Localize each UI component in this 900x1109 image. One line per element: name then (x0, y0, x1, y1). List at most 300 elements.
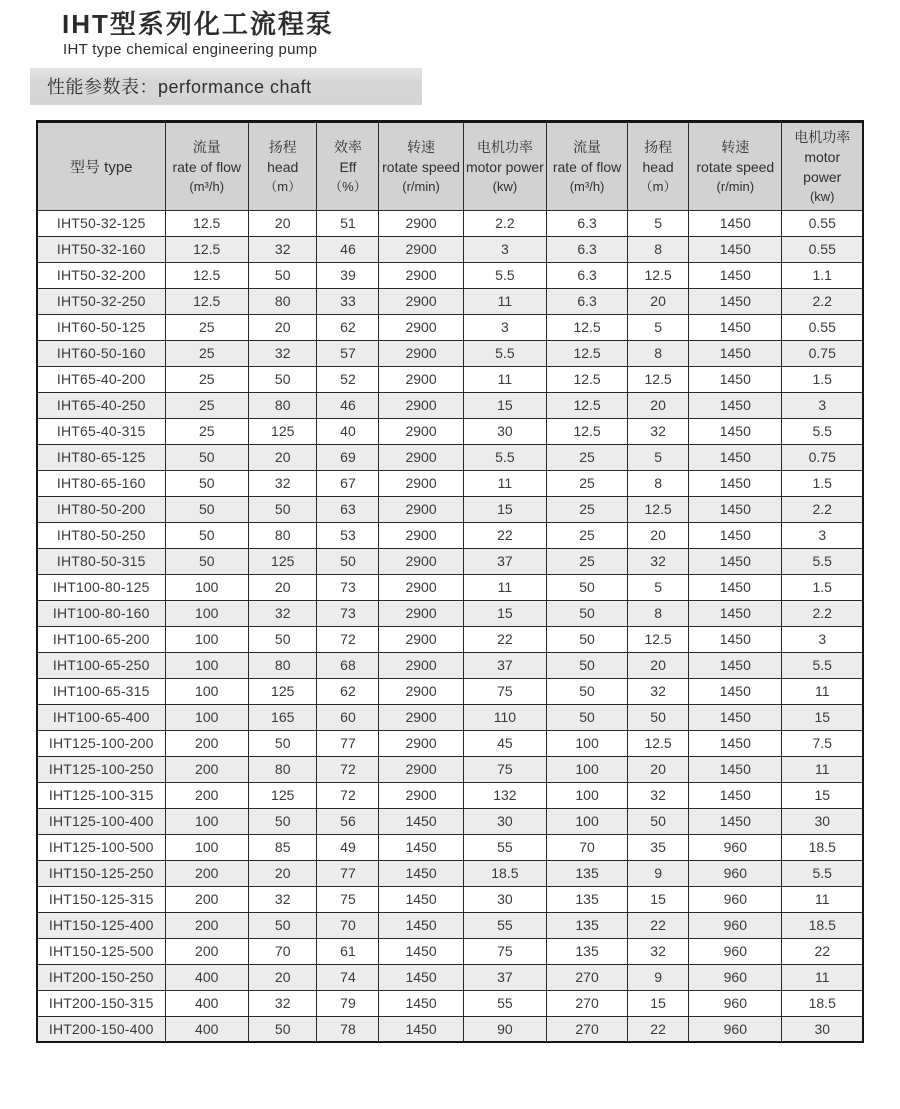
value-cell: 60 (317, 704, 379, 730)
model-cell: IHT50-32-200 (37, 262, 165, 288)
value-cell: 2900 (379, 236, 463, 262)
value-cell: 57 (317, 340, 379, 366)
value-cell: 70 (317, 912, 379, 938)
model-cell: IHT80-50-200 (37, 496, 165, 522)
value-cell: 1450 (689, 704, 782, 730)
model-cell: IHT200-150-250 (37, 964, 165, 990)
model-cell: IHT50-32-250 (37, 288, 165, 314)
table-row (37, 652, 863, 678)
value-cell: 1450 (379, 964, 463, 990)
value-cell: 165 (248, 704, 317, 730)
table-row (37, 678, 863, 704)
value-cell: 9 (628, 860, 689, 886)
value-cell: 63 (317, 496, 379, 522)
page-subtitle: IHT type chemical engineering pump (63, 40, 318, 58)
table-row (37, 340, 863, 366)
value-cell: 1450 (689, 236, 782, 262)
value-cell: 8 (628, 236, 689, 262)
value-cell: 3 (782, 522, 863, 548)
model-cell: IHT100-65-400 (37, 704, 165, 730)
value-cell: 135 (547, 938, 628, 964)
value-cell: 1450 (379, 912, 463, 938)
table-row (37, 522, 863, 548)
value-cell: 2900 (379, 574, 463, 600)
value-cell: 1450 (689, 574, 782, 600)
value-cell: 2900 (379, 522, 463, 548)
value-cell: 74 (317, 964, 379, 990)
value-cell: 2900 (379, 496, 463, 522)
value-cell: 2900 (379, 444, 463, 470)
value-cell: 2900 (379, 314, 463, 340)
value-cell: 2900 (379, 730, 463, 756)
model-cell: IHT200-150-400 (37, 1016, 165, 1042)
value-cell: 25 (547, 496, 628, 522)
value-cell: 960 (689, 938, 782, 964)
value-cell: 5.5 (782, 652, 863, 678)
column-header-8: 转速 rotate speed (r/min) (689, 121, 782, 210)
model-cell: IHT125-100-500 (37, 834, 165, 860)
value-cell: 25 (547, 444, 628, 470)
value-cell: 1450 (689, 366, 782, 392)
value-cell: 125 (248, 782, 317, 808)
page-title: IHT型系列化工流程泵 (62, 9, 334, 39)
value-cell: 6.3 (547, 210, 628, 236)
value-cell: 40 (317, 418, 379, 444)
value-cell: 2900 (379, 704, 463, 730)
value-cell: 1450 (379, 808, 463, 834)
value-cell: 18.5 (782, 990, 863, 1016)
value-cell: 50 (248, 730, 317, 756)
value-cell: 400 (165, 1016, 248, 1042)
value-cell: 55 (463, 834, 546, 860)
value-cell: 2900 (379, 626, 463, 652)
model-cell: IHT150-125-250 (37, 860, 165, 886)
value-cell: 132 (463, 782, 546, 808)
model-cell: IHT65-40-315 (37, 418, 165, 444)
value-cell: 960 (689, 990, 782, 1016)
value-cell: 77 (317, 860, 379, 886)
value-cell: 0.55 (782, 236, 863, 262)
value-cell: 12.5 (628, 366, 689, 392)
value-cell: 960 (689, 964, 782, 990)
value-cell: 32 (628, 418, 689, 444)
value-cell: 22 (463, 522, 546, 548)
value-cell: 1450 (689, 470, 782, 496)
table-row (37, 704, 863, 730)
value-cell: 12.5 (165, 262, 248, 288)
model-cell: IHT65-40-200 (37, 366, 165, 392)
value-cell: 72 (317, 756, 379, 782)
value-cell: 0.75 (782, 340, 863, 366)
model-cell: IHT60-50-125 (37, 314, 165, 340)
value-cell: 11 (463, 288, 546, 314)
column-header-3: 效率 Eff （%） (317, 121, 379, 210)
value-cell: 56 (317, 808, 379, 834)
model-cell: IHT100-65-200 (37, 626, 165, 652)
value-cell: 100 (547, 808, 628, 834)
table-row (37, 912, 863, 938)
value-cell: 1450 (689, 782, 782, 808)
value-cell: 2900 (379, 678, 463, 704)
value-cell: 270 (547, 964, 628, 990)
value-cell: 77 (317, 730, 379, 756)
table-row (37, 964, 863, 990)
value-cell: 50 (165, 496, 248, 522)
value-cell: 100 (165, 834, 248, 860)
value-cell: 20 (248, 210, 317, 236)
value-cell: 50 (547, 678, 628, 704)
model-cell: IHT50-32-160 (37, 236, 165, 262)
table-row (37, 782, 863, 808)
value-cell: 5 (628, 314, 689, 340)
model-cell: IHT80-65-125 (37, 444, 165, 470)
value-cell: 2900 (379, 652, 463, 678)
value-cell: 75 (463, 938, 546, 964)
model-cell: IHT80-65-160 (37, 470, 165, 496)
value-cell: 1.5 (782, 574, 863, 600)
value-cell: 12.5 (547, 314, 628, 340)
value-cell: 9 (628, 964, 689, 990)
value-cell: 135 (547, 860, 628, 886)
value-cell: 50 (248, 366, 317, 392)
value-cell: 2900 (379, 418, 463, 444)
value-cell: 1450 (689, 678, 782, 704)
column-header-1: 流量 rate of flow (m³/h) (165, 121, 248, 210)
value-cell: 960 (689, 860, 782, 886)
value-cell: 20 (248, 860, 317, 886)
value-cell: 100 (547, 730, 628, 756)
model-cell: IHT125-100-400 (37, 808, 165, 834)
value-cell: 18.5 (782, 834, 863, 860)
value-cell: 1450 (689, 444, 782, 470)
value-cell: 33 (317, 288, 379, 314)
value-cell: 8 (628, 470, 689, 496)
value-cell: 5.5 (782, 860, 863, 886)
value-cell: 200 (165, 938, 248, 964)
value-cell: 55 (463, 912, 546, 938)
value-cell: 32 (248, 236, 317, 262)
value-cell: 30 (782, 808, 863, 834)
value-cell: 2900 (379, 470, 463, 496)
value-cell: 960 (689, 1016, 782, 1042)
value-cell: 39 (317, 262, 379, 288)
value-cell: 78 (317, 1016, 379, 1042)
table-body (37, 210, 863, 1042)
table-row (37, 444, 863, 470)
value-cell: 960 (689, 912, 782, 938)
value-cell: 20 (628, 522, 689, 548)
model-cell: IHT100-80-125 (37, 574, 165, 600)
value-cell: 135 (547, 886, 628, 912)
value-cell: 79 (317, 990, 379, 1016)
value-cell: 30 (463, 418, 546, 444)
value-cell: 15 (463, 496, 546, 522)
value-cell: 1450 (689, 496, 782, 522)
value-cell: 2900 (379, 782, 463, 808)
value-cell: 100 (165, 600, 248, 626)
value-cell: 32 (628, 548, 689, 574)
model-cell: IHT125-100-250 (37, 756, 165, 782)
table-row (37, 626, 863, 652)
value-cell: 2900 (379, 392, 463, 418)
value-cell: 25 (547, 522, 628, 548)
value-cell: 50 (248, 496, 317, 522)
value-cell: 72 (317, 626, 379, 652)
value-cell: 110 (463, 704, 546, 730)
value-cell: 20 (628, 652, 689, 678)
value-cell: 50 (165, 444, 248, 470)
value-cell: 200 (165, 912, 248, 938)
model-cell: IHT80-50-250 (37, 522, 165, 548)
value-cell: 49 (317, 834, 379, 860)
column-header-5: 电机功率 motor power (kw) (463, 121, 546, 210)
value-cell: 12.5 (547, 418, 628, 444)
value-cell: 12.5 (165, 236, 248, 262)
value-cell: 125 (248, 678, 317, 704)
value-cell: 5.5 (463, 340, 546, 366)
value-cell: 15 (463, 600, 546, 626)
model-cell: IHT200-150-315 (37, 990, 165, 1016)
value-cell: 5.5 (463, 262, 546, 288)
column-header-4: 转速 rotate speed (r/min) (379, 121, 463, 210)
value-cell: 11 (463, 470, 546, 496)
value-cell: 50 (547, 626, 628, 652)
model-cell: IHT150-125-315 (37, 886, 165, 912)
column-header-7: 扬程 head （m） (628, 121, 689, 210)
value-cell: 12.5 (628, 262, 689, 288)
value-cell: 2900 (379, 210, 463, 236)
value-cell: 61 (317, 938, 379, 964)
model-cell: IHT100-65-315 (37, 678, 165, 704)
value-cell: 15 (782, 782, 863, 808)
value-cell: 5 (628, 444, 689, 470)
value-cell: 20 (248, 444, 317, 470)
model-cell: IHT150-125-400 (37, 912, 165, 938)
table-row (37, 1016, 863, 1042)
value-cell: 25 (165, 314, 248, 340)
table-row (37, 210, 863, 236)
value-cell: 960 (689, 886, 782, 912)
value-cell: 11 (782, 886, 863, 912)
value-cell: 200 (165, 756, 248, 782)
catalog-page (0, 10, 900, 1109)
value-cell: 22 (628, 912, 689, 938)
value-cell: 2.2 (782, 496, 863, 522)
value-cell: 12.5 (547, 366, 628, 392)
table-row (37, 418, 863, 444)
value-cell: 68 (317, 652, 379, 678)
value-cell: 50 (547, 600, 628, 626)
value-cell: 50 (628, 704, 689, 730)
model-cell: IHT100-65-250 (37, 652, 165, 678)
value-cell: 32 (248, 886, 317, 912)
value-cell: 12.5 (547, 392, 628, 418)
value-cell: 80 (248, 756, 317, 782)
value-cell: 50 (317, 548, 379, 574)
value-cell: 37 (463, 652, 546, 678)
table-row (37, 496, 863, 522)
table-row (37, 990, 863, 1016)
value-cell: 6.3 (547, 288, 628, 314)
value-cell: 50 (248, 1016, 317, 1042)
value-cell: 25 (165, 366, 248, 392)
value-cell: 1450 (689, 730, 782, 756)
table-row (37, 288, 863, 314)
model-cell: IHT125-100-200 (37, 730, 165, 756)
value-cell: 20 (248, 574, 317, 600)
table-row (37, 366, 863, 392)
value-cell: 80 (248, 652, 317, 678)
table-row (37, 470, 863, 496)
value-cell: 90 (463, 1016, 546, 1042)
value-cell: 0.55 (782, 210, 863, 236)
value-cell: 50 (248, 912, 317, 938)
value-cell: 2.2 (782, 288, 863, 314)
value-cell: 70 (248, 938, 317, 964)
value-cell: 37 (463, 548, 546, 574)
value-cell: 2.2 (463, 210, 546, 236)
value-cell: 270 (547, 990, 628, 1016)
value-cell: 100 (165, 574, 248, 600)
value-cell: 15 (628, 990, 689, 1016)
value-cell: 1450 (379, 860, 463, 886)
performance-table (36, 120, 864, 1044)
column-header-2: 扬程 head （m） (248, 121, 317, 210)
value-cell: 75 (463, 678, 546, 704)
table-row (37, 808, 863, 834)
value-cell: 30 (463, 808, 546, 834)
value-cell: 1.5 (782, 470, 863, 496)
value-cell: 62 (317, 314, 379, 340)
header-row (37, 121, 863, 210)
value-cell: 32 (248, 340, 317, 366)
value-cell: 73 (317, 600, 379, 626)
value-cell: 1450 (689, 600, 782, 626)
value-cell: 75 (317, 886, 379, 912)
value-cell: 11 (463, 366, 546, 392)
value-cell: 55 (463, 990, 546, 1016)
section-banner-text: 性能参数表：performance chaft (47, 77, 312, 98)
value-cell: 50 (547, 704, 628, 730)
model-cell: IHT65-40-250 (37, 392, 165, 418)
value-cell: 12.5 (628, 626, 689, 652)
value-cell: 11 (782, 678, 863, 704)
value-cell: 32 (248, 600, 317, 626)
value-cell: 20 (248, 964, 317, 990)
value-cell: 125 (248, 548, 317, 574)
value-cell: 50 (248, 262, 317, 288)
value-cell: 45 (463, 730, 546, 756)
value-cell: 3 (782, 392, 863, 418)
value-cell: 2.2 (782, 600, 863, 626)
table-header (37, 121, 863, 210)
value-cell: 1450 (689, 262, 782, 288)
value-cell: 18.5 (463, 860, 546, 886)
value-cell: 62 (317, 678, 379, 704)
value-cell: 22 (628, 1016, 689, 1042)
value-cell: 0.55 (782, 314, 863, 340)
value-cell: 12.5 (165, 288, 248, 314)
value-cell: 200 (165, 782, 248, 808)
table-row (37, 756, 863, 782)
table-row (37, 886, 863, 912)
value-cell: 1450 (689, 314, 782, 340)
value-cell: 80 (248, 392, 317, 418)
value-cell: 46 (317, 392, 379, 418)
value-cell: 400 (165, 990, 248, 1016)
value-cell: 1.5 (782, 366, 863, 392)
value-cell: 1450 (689, 626, 782, 652)
value-cell: 12.5 (547, 340, 628, 366)
value-cell: 32 (628, 938, 689, 964)
table-row (37, 730, 863, 756)
value-cell: 1450 (689, 522, 782, 548)
value-cell: 1450 (689, 288, 782, 314)
value-cell: 200 (165, 860, 248, 886)
value-cell: 2900 (379, 340, 463, 366)
value-cell: 80 (248, 522, 317, 548)
value-cell: 3 (463, 236, 546, 262)
value-cell: 32 (628, 782, 689, 808)
table-row (37, 600, 863, 626)
value-cell: 100 (165, 678, 248, 704)
value-cell: 2900 (379, 288, 463, 314)
column-header-6: 流量 rate of flow (m³/h) (547, 121, 628, 210)
value-cell: 72 (317, 782, 379, 808)
value-cell: 18.5 (782, 912, 863, 938)
value-cell: 11 (782, 964, 863, 990)
column-header-0: 型号 type (37, 121, 165, 210)
value-cell: 75 (463, 756, 546, 782)
value-cell: 100 (547, 782, 628, 808)
column-header-9: 电机功率 motor power (kw) (782, 121, 863, 210)
value-cell: 3 (782, 626, 863, 652)
value-cell: 1450 (379, 938, 463, 964)
value-cell: 1450 (689, 652, 782, 678)
value-cell: 200 (165, 730, 248, 756)
value-cell: 1.1 (782, 262, 863, 288)
value-cell: 1450 (379, 1016, 463, 1042)
value-cell: 1450 (689, 808, 782, 834)
value-cell: 6.3 (547, 236, 628, 262)
value-cell: 1450 (379, 834, 463, 860)
value-cell: 100 (165, 704, 248, 730)
model-cell: IHT80-50-315 (37, 548, 165, 574)
table-row (37, 392, 863, 418)
value-cell: 0.75 (782, 444, 863, 470)
table-row (37, 574, 863, 600)
value-cell: 1450 (689, 392, 782, 418)
table-row (37, 314, 863, 340)
value-cell: 25 (547, 548, 628, 574)
value-cell: 20 (628, 288, 689, 314)
value-cell: 125 (248, 418, 317, 444)
value-cell: 50 (165, 522, 248, 548)
value-cell: 15 (782, 704, 863, 730)
value-cell: 12.5 (165, 210, 248, 236)
value-cell: 50 (165, 548, 248, 574)
value-cell: 3 (463, 314, 546, 340)
value-cell: 70 (547, 834, 628, 860)
value-cell: 25 (547, 470, 628, 496)
value-cell: 22 (782, 938, 863, 964)
value-cell: 1450 (379, 990, 463, 1016)
model-cell: IHT100-80-160 (37, 600, 165, 626)
value-cell: 11 (463, 574, 546, 600)
value-cell: 73 (317, 574, 379, 600)
table-row (37, 262, 863, 288)
table-row (37, 834, 863, 860)
